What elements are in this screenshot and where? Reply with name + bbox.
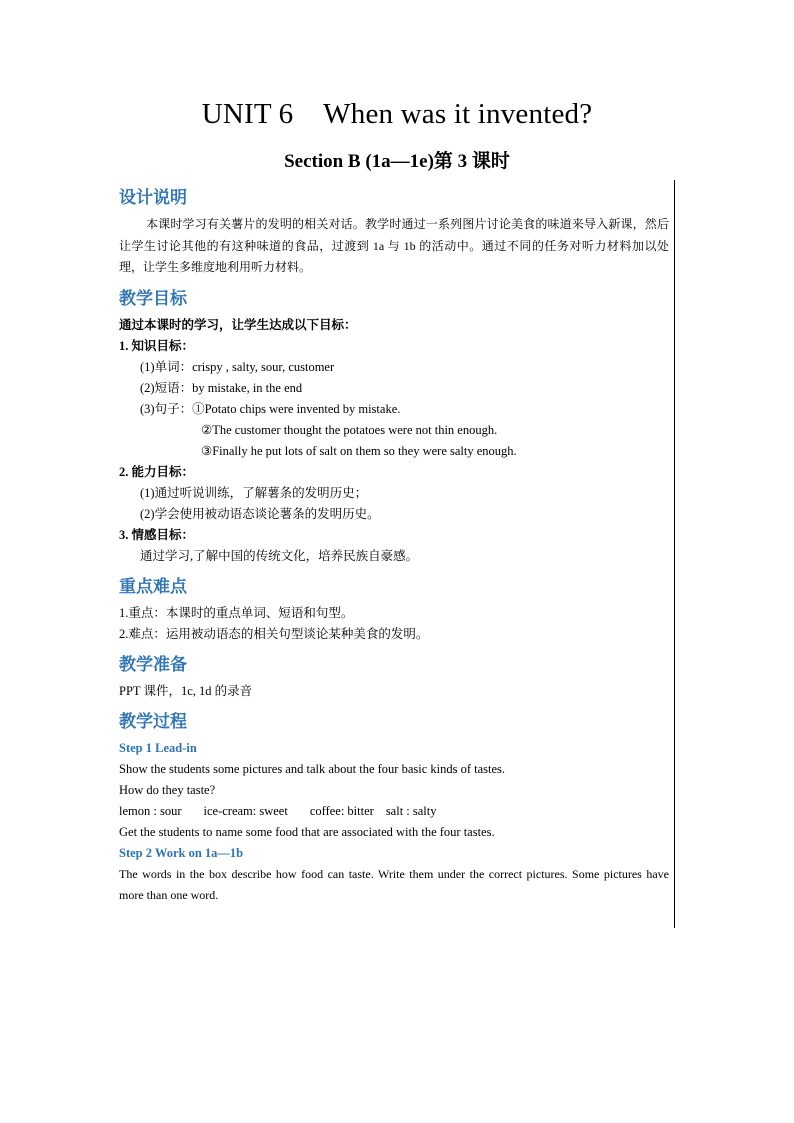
objectives-heading: 教学目标 — [119, 288, 187, 309]
phrases-label: (2)短语： — [140, 380, 193, 395]
taste-lemon: lemon : sour — [119, 803, 182, 818]
words-value: crispy , salty, sour, customer — [192, 359, 335, 374]
step1-tastes — [119, 801, 669, 822]
taste-coffee: coffee: bitter — [309, 803, 374, 818]
page-title: UNIT 6 When was it invented? — [201, 98, 593, 130]
taste-ice-cream: ice-cream: sweet — [203, 803, 288, 818]
sentence-3: ③Finally he put lots of salt on them so they were salty enough. — [201, 443, 517, 458]
keypoint-2: 2.难点：运用被动语态的相关句型谈论某种美食的发明。 — [119, 626, 429, 641]
right-border-line — [674, 180, 675, 928]
ability-item-2: (2)学会使用被动语态谈论薯条的发明历史。 — [140, 506, 380, 521]
design-text: 本课时学习有关薯片的发明的相关对话。教学时通过一系列图片讨论美食的味道来导入新课，然后让学生讨论其他的有这种味道的食品，过渡到 1a 与 1b 的活动中。通过不同的任务对听力材料加以处理，让学生多维度地利用听力材料。 — [119, 217, 669, 274]
prep-heading: 教学准备 — [119, 654, 187, 675]
sentence-2: ②The customer thought the potatoes were not thin enough. — [201, 422, 498, 437]
keypoint-1: 1.重点：本课时的重点单词、短语和句型。 — [119, 605, 354, 620]
design-heading: 设计说明 — [119, 188, 187, 208]
step2-label: Step 2 Work on 1a—1b — [119, 845, 244, 860]
ability-label: 2. 能力目标： — [119, 464, 195, 479]
emotion-label: 3. 情感目标： — [119, 527, 195, 542]
step1-line3: Get the students to name some food that are associated with the four tastes. — [119, 824, 495, 839]
lesson-content — [119, 186, 669, 907]
prep-text: PPT 课件，1c, 1d 的录音 — [119, 683, 253, 698]
process-heading: 教学过程 — [119, 711, 187, 732]
step1-line1: Show the students some pictures and talk about the four basic kinds of tastes. — [119, 761, 506, 776]
taste-salt: salt : salty — [385, 803, 437, 818]
knowledge-sentences — [119, 399, 669, 420]
page-subtitle: Section B (1a—1e)第 3 课时 — [284, 151, 510, 172]
sentence-1: ①Potato chips were invented by mistake. — [192, 401, 401, 416]
step1-label: Step 1 Lead-in — [119, 740, 197, 755]
knowledge-words — [119, 357, 669, 378]
phrases-value: by mistake, in the end — [192, 380, 303, 395]
emotion-text: 通过学习,了解中国的传统文化，培养民族自豪感。 — [140, 548, 419, 563]
keypoints-heading: 重点难点 — [119, 576, 187, 597]
ability-item-1: (1)通过听说训练，了解薯条的发明历史； — [140, 485, 368, 500]
step1-line2: How do they taste? — [119, 782, 216, 797]
knowledge-phrases — [119, 378, 669, 399]
knowledge-label: 1. 知识目标： — [119, 338, 195, 353]
words-label: (1)单词： — [140, 359, 193, 374]
objectives-intro: 通过本课时的学习，让学生达成以下目标： — [119, 317, 357, 332]
step2-text: The words in the box describe how food can taste. Write them under the correct pictures. Some pictures have more than one word. — [119, 866, 669, 902]
sentences-label: (3)句子： — [140, 401, 193, 416]
